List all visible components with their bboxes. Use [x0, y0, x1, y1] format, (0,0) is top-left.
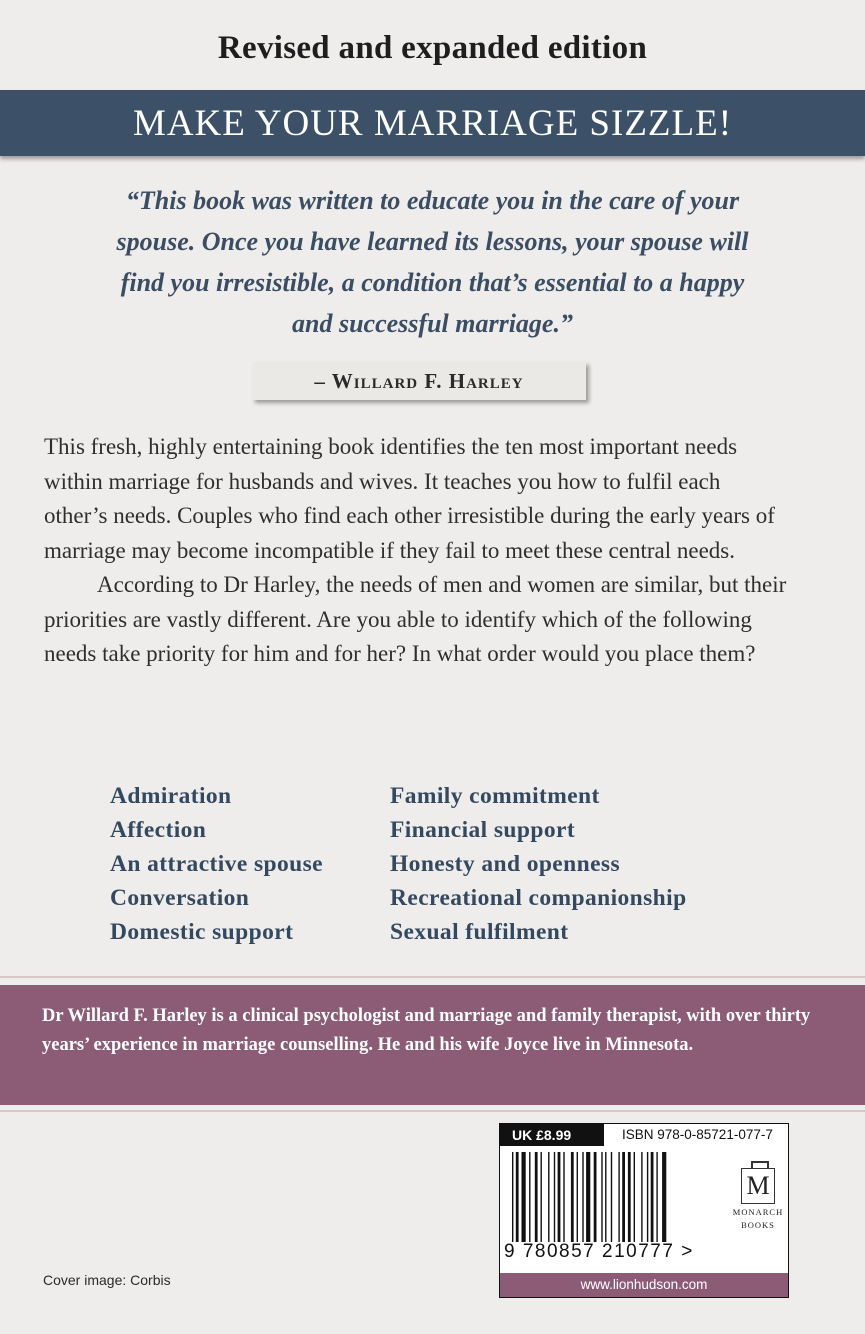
edition-heading: Revised and expanded edition — [217, 30, 648, 66]
quote-line: and successful marriage.” — [292, 309, 573, 338]
needs-column-right — [390, 779, 687, 949]
need-item: Financial support — [390, 817, 576, 843]
title-banner — [0, 90, 865, 156]
need-item: Sexual fulfilment — [390, 919, 569, 945]
divider — [0, 1110, 865, 1112]
pull-quote — [40, 180, 825, 344]
publisher-website: www.lionhudson.com — [500, 1273, 788, 1297]
publisher-logo — [730, 1168, 786, 1230]
quote-line: spouse. Once you have learned its lessons, your spouse will — [116, 227, 749, 256]
need-item: An attractive spouse — [110, 851, 323, 877]
quote-attribution — [252, 362, 586, 400]
description-paragraph: This fresh, highly entertaining book identifies the ten most important needs within marriage for husbands and wives. It teaches you how to fulfil each other’s needs. Couples who find each other irresistible during the early years of marriage may become incompatible if they fail to meet these central needs. — [44, 434, 775, 563]
need-item: Affection — [110, 817, 207, 843]
need-item: Domestic support — [110, 919, 294, 945]
price-label: UK £8.99 — [500, 1124, 604, 1146]
need-item: Family commitment — [390, 783, 600, 809]
need-item: Admiration — [110, 783, 232, 809]
author-bio: Dr Willard F. Harley is a clinical psychologist and marriage and family therapist, with over thirty years’ experience in marriage counselling. He and his wife Joyce live in Minnesota. — [42, 1006, 811, 1055]
publisher-name: MONARCH — [732, 1207, 784, 1217]
quote-line: find you irresistible, a condition that’s essential to a happy — [120, 268, 745, 297]
needs-list — [110, 779, 750, 949]
need-item: Conversation — [110, 885, 250, 911]
barcode-panel — [499, 1123, 789, 1298]
author-bio-band — [0, 985, 865, 1105]
barcode-icon — [512, 1152, 720, 1242]
barcode-digits: 9 780857 210777 > — [504, 1241, 694, 1262]
description — [44, 430, 789, 672]
attribution-text: – Willard F. Harley — [314, 368, 524, 393]
divider — [0, 976, 865, 978]
need-item: Honesty and openness — [390, 851, 620, 877]
crown-m-icon: M — [741, 1168, 775, 1204]
description-paragraph: According to Dr Harley, the needs of men and women are similar, but their priorities are vastly different. Are you able to identify which of the following needs take priority for him and for her? In what order would you place them? — [44, 572, 787, 666]
isbn-label: ISBN 978-0-85721-077-7 — [622, 1127, 773, 1142]
publisher-name: BOOKS — [741, 1220, 775, 1230]
need-item: Recreational companionship — [390, 885, 687, 911]
banner-title: MAKE YOUR MARRIAGE SIZZLE! — [132, 102, 733, 144]
needs-column-left — [110, 779, 390, 949]
cover-credit: Cover image: Corbis — [43, 1272, 171, 1288]
quote-line: “This book was written to educate you in the care of your — [125, 186, 740, 215]
